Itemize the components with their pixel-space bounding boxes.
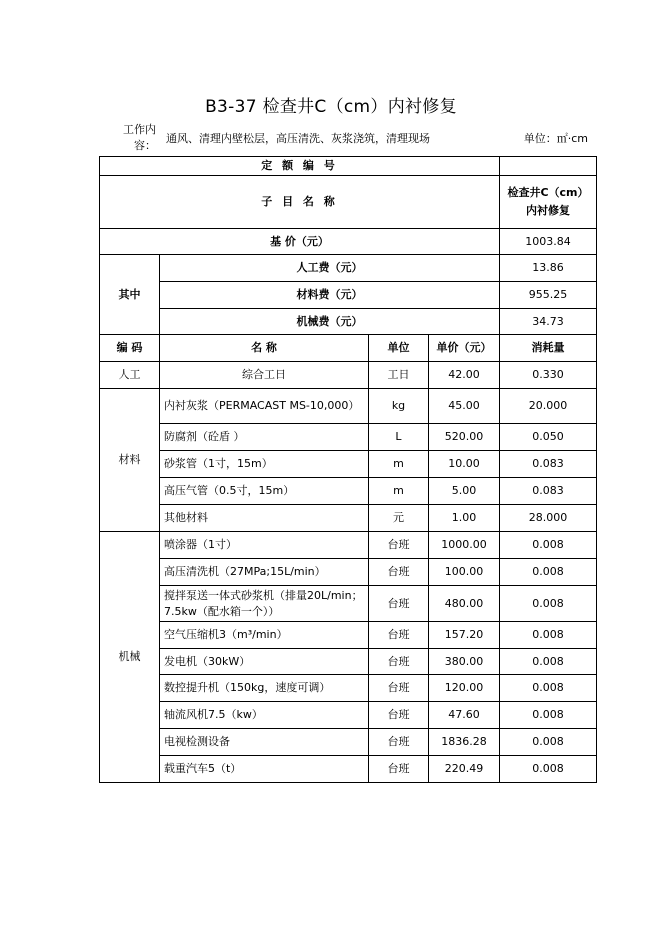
table-row <box>100 675 597 702</box>
table-row <box>100 389 597 424</box>
item-unit: 台班 <box>369 532 429 559</box>
item-name: 搅拌泵送一体式砂浆机（排量20L/min；7.5kw（配水箱一个）） <box>160 586 369 622</box>
table-row <box>100 586 597 622</box>
item-price: 520.00 <box>429 424 500 451</box>
item-name: 防腐剂（砼盾 ） <box>160 424 369 451</box>
item-name: 其他材料 <box>160 505 369 532</box>
page-title: B3-37 检查井C（cm）内衬修复 <box>205 97 457 117</box>
item-price: 1836.28 <box>429 729 500 756</box>
item-price: 1.00 <box>429 505 500 532</box>
table-row <box>100 649 597 675</box>
item-qty: 0.330 <box>500 362 597 389</box>
table-row <box>100 532 597 559</box>
item-name: 载重汽车5（t） <box>160 756 369 783</box>
table-row <box>100 622 597 649</box>
table-row <box>100 559 597 586</box>
item-unit: 台班 <box>369 586 429 622</box>
item-name: 电视检测设备 <box>160 729 369 756</box>
item-price: 5.00 <box>429 478 500 505</box>
item-price: 45.00 <box>429 389 500 424</box>
item-price: 480.00 <box>429 586 500 622</box>
col-qty-header: 消耗量 <box>500 335 597 362</box>
item-qty: 20.000 <box>500 389 597 424</box>
col-unit-header: 单位 <box>369 335 429 362</box>
item-qty: 0.083 <box>500 478 597 505</box>
base-price-value: 1003.84 <box>500 229 597 255</box>
item-unit: 元 <box>369 505 429 532</box>
item-unit: 台班 <box>369 649 429 675</box>
table-row <box>100 729 597 756</box>
item-qty: 0.083 <box>500 451 597 478</box>
item-unit: 台班 <box>369 729 429 756</box>
item-name: 轴流风机7.5（kw） <box>160 702 369 729</box>
item-name: 数控提升机（150kg，速度可调） <box>160 675 369 702</box>
machine-cost-row <box>100 309 597 335</box>
item-name: 综合工日 <box>160 362 369 389</box>
item-price: 157.20 <box>429 622 500 649</box>
item-name: 砂浆管（1寸，15m） <box>160 451 369 478</box>
item-unit: 台班 <box>369 622 429 649</box>
table-row <box>100 756 597 783</box>
table-row <box>100 478 597 505</box>
machine-cost-label: 机械费（元） <box>160 309 500 335</box>
item-qty: 0.008 <box>500 649 597 675</box>
col-price-header: 单价（元） <box>429 335 500 362</box>
col-code-header: 编 码 <box>100 335 160 362</box>
item-unit: 工日 <box>369 362 429 389</box>
item-price: 380.00 <box>429 649 500 675</box>
breakdown-label: 其中 <box>100 255 160 335</box>
table-row <box>100 505 597 532</box>
item-price: 120.00 <box>429 675 500 702</box>
item-unit: 台班 <box>369 559 429 586</box>
item-name: 高压清洗机（27MPa;15L/min） <box>160 559 369 586</box>
materials-group-label: 材料 <box>100 389 160 532</box>
item-name: 发电机（30kW） <box>160 649 369 675</box>
item-qty: 0.008 <box>500 702 597 729</box>
work-content-label: 工作内容： <box>123 123 156 152</box>
item-unit: kg <box>369 389 429 424</box>
work-content-text: 通风、清理内壁松层，高压清洗、灰浆浇筑，清理现场 <box>166 132 430 145</box>
item-name: 高压气管（0.5寸，15m） <box>160 478 369 505</box>
table-row <box>100 424 597 451</box>
unit-label: 单位：㎡·cm <box>523 132 588 145</box>
labor-cost-label: 人工费（元） <box>160 255 500 282</box>
item-unit: m <box>369 478 429 505</box>
item-qty: 0.008 <box>500 729 597 756</box>
item-qty: 0.008 <box>500 532 597 559</box>
item-qty: 0.008 <box>500 622 597 649</box>
item-price: 100.00 <box>429 559 500 586</box>
machinery-group-label: 机械 <box>100 532 160 783</box>
col-name-header: 名 称 <box>160 335 369 362</box>
item-unit: 台班 <box>369 702 429 729</box>
item-qty: 0.008 <box>500 586 597 622</box>
item-unit: L <box>369 424 429 451</box>
item-price: 1000.00 <box>429 532 500 559</box>
column-header-row <box>100 335 597 362</box>
item-price: 10.00 <box>429 451 500 478</box>
item-qty: 0.008 <box>500 675 597 702</box>
item-unit: m <box>369 451 429 478</box>
material-cost-value: 955.25 <box>500 282 597 309</box>
item-price: 47.60 <box>429 702 500 729</box>
sub-item-row <box>100 176 597 229</box>
machine-cost-value: 34.73 <box>500 309 597 335</box>
item-qty: 28.000 <box>500 505 597 532</box>
quota-code-value <box>500 157 597 176</box>
base-price-label: 基 价（元） <box>100 229 500 255</box>
table-row <box>100 362 597 389</box>
item-name: 空气压缩机3（m³/min） <box>160 622 369 649</box>
item-unit: 台班 <box>369 675 429 702</box>
item-name: 喷涂器（1寸） <box>160 532 369 559</box>
quota-code-row <box>100 157 597 176</box>
quota-table <box>99 156 597 783</box>
item-qty: 0.008 <box>500 559 597 586</box>
sub-item-value: 检查井C（cm）内衬修复 <box>500 176 597 229</box>
labor-cost-row <box>100 255 597 282</box>
item-qty: 0.008 <box>500 756 597 783</box>
material-cost-row <box>100 282 597 309</box>
base-price-row <box>100 229 597 255</box>
item-unit: 台班 <box>369 756 429 783</box>
table-row <box>100 702 597 729</box>
item-price: 220.49 <box>429 756 500 783</box>
quota-code-label: 定 额 编 号 <box>100 157 500 176</box>
item-price: 42.00 <box>429 362 500 389</box>
sub-item-label: 子 目 名 称 <box>100 176 500 229</box>
material-cost-label: 材料费（元） <box>160 282 500 309</box>
labor-group-label: 人工 <box>100 362 160 389</box>
item-qty: 0.050 <box>500 424 597 451</box>
table-row <box>100 451 597 478</box>
labor-cost-value: 13.86 <box>500 255 597 282</box>
item-name: 内衬灰浆（PERMACAST MS-10,000） <box>160 389 369 424</box>
